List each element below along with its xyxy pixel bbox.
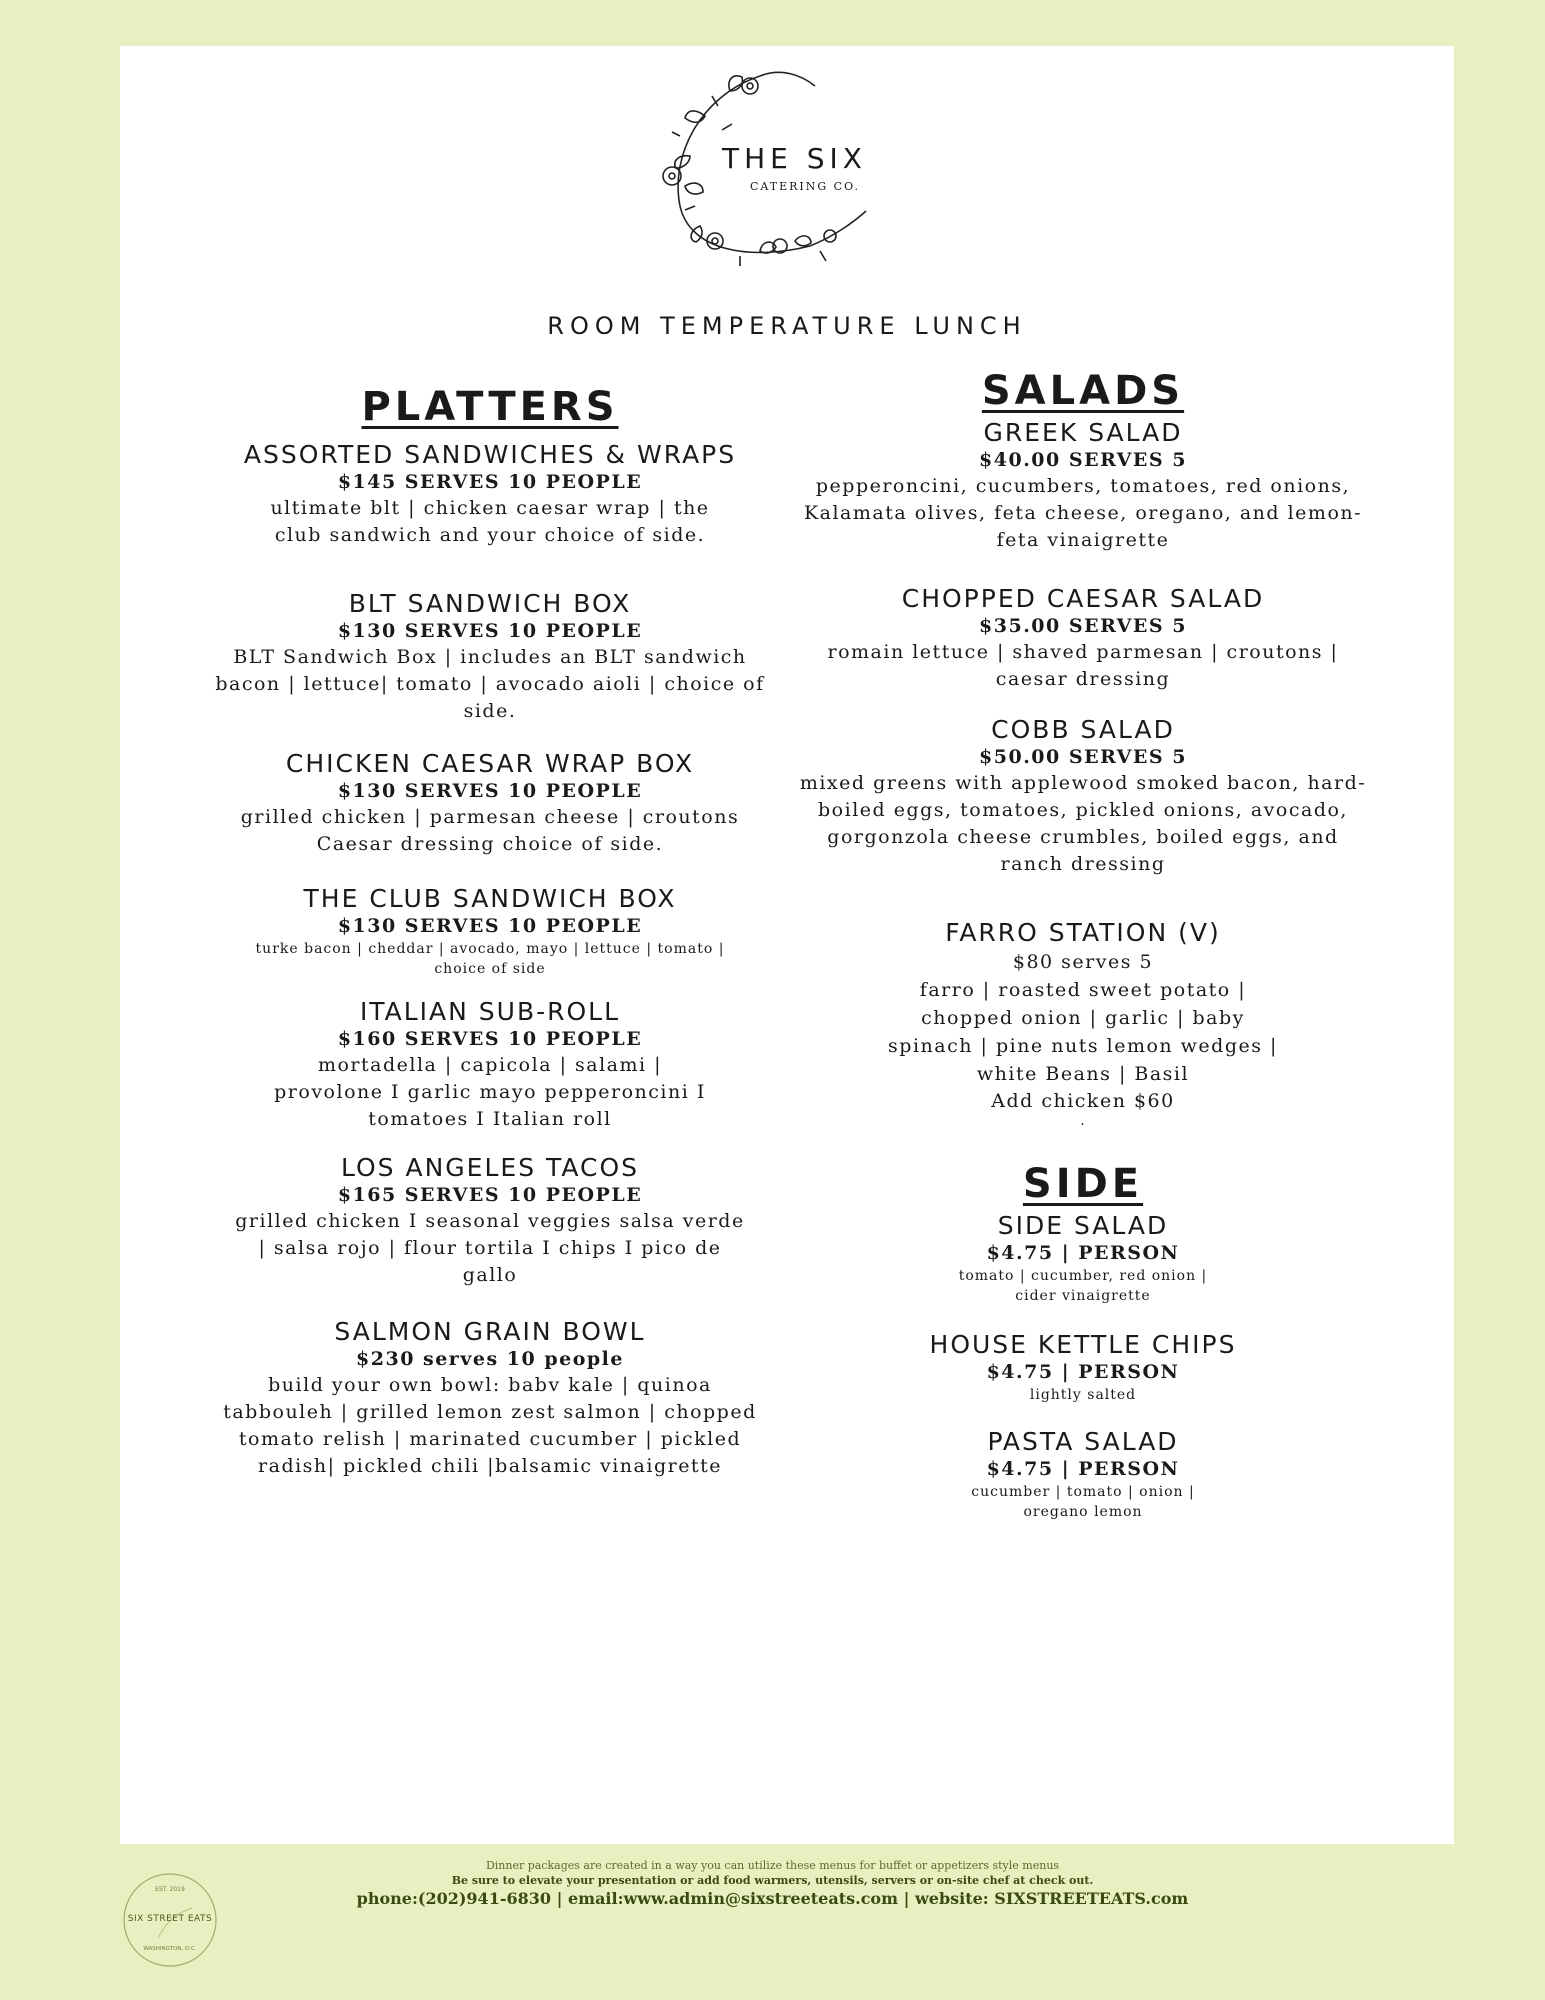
- item-price: $130 SERVES 10 PEOPLE: [337, 780, 643, 802]
- item-price: $165 SERVES 10 PEOPLE: [337, 1184, 643, 1206]
- item-name: HOUSE KETTLE CHIPS: [929, 1330, 1237, 1359]
- item-extra: Add chicken $60: [991, 1090, 1175, 1112]
- item-description: lightly salted: [1029, 1387, 1137, 1403]
- item-price: $40.00 SERVES 5: [979, 449, 1187, 471]
- menu-item: [788, 715, 1378, 878]
- item-price: $80 serves 5: [1012, 951, 1154, 973]
- footer-note-2: Be sure to elevate your presentation or add food warmers, utensils, servers or on-site chef at check out.: [451, 1874, 1094, 1887]
- item-name: CHICKEN CAESAR WRAP BOX: [285, 749, 695, 778]
- item-description: turke bacon | cheddar | avocado, mayo | lettuce | tomato | choice of side: [255, 941, 725, 977]
- item-price: $4.75 | PERSON: [986, 1361, 1180, 1383]
- badge-top-text: EST. 2019: [155, 1886, 185, 1893]
- badge-middle-text: SIX STREET EATS: [127, 1914, 213, 1924]
- platters-column: [210, 384, 770, 1480]
- footer: [0, 1859, 1545, 1908]
- menu-item: [210, 1317, 770, 1480]
- footer-contact: phone:(202)941-6830 | email:www.admin@sixstreeteats.com | website: SIXSTREETEATS.com: [356, 1889, 1189, 1908]
- item-price: $4.75 | PERSON: [986, 1242, 1180, 1264]
- item-name: BLT SANDWICH BOX: [348, 589, 632, 618]
- item-description: farro | roasted sweet potato | chopped onion | garlic | baby spinach | pine nuts lemon wedges | white Beans | Basil: [888, 979, 1278, 1085]
- item-name: PASTA SALAD: [987, 1427, 1179, 1456]
- menu-item: [210, 1153, 770, 1289]
- logo-subtitle: CATERING CO.: [750, 180, 860, 193]
- item-description: tomato | cucumber, red onion | cider vinaigrette: [958, 1268, 1208, 1304]
- item-name: THE CLUB SANDWICH BOX: [303, 884, 677, 913]
- item-description: grilled chicken I seasonal veggies salsa verde | salsa rojo | flour tortila I chips I pico de gallo: [235, 1210, 745, 1286]
- item-price: $50.00 SERVES 5: [979, 746, 1187, 768]
- salads-column: [788, 368, 1378, 1522]
- item-dot: .: [1080, 1113, 1086, 1129]
- footer-note-1: Dinner packages are created in a way you can utilize these menus for buffet or appetizers style menus: [485, 1859, 1060, 1872]
- menu-item: [788, 584, 1378, 693]
- item-price: $130 SERVES 10 PEOPLE: [337, 620, 643, 642]
- menu-item: [788, 1211, 1378, 1306]
- catering-logo: [610, 46, 940, 286]
- menu-item: [788, 1330, 1378, 1405]
- menu-page: [120, 46, 1454, 1844]
- item-description: grilled chicken | parmesan cheese | croutons Caesar dressing choice of side.: [240, 806, 740, 855]
- item-price: $145 SERVES 10 PEOPLE: [337, 471, 643, 493]
- item-name: ITALIAN SUB-ROLL: [359, 997, 621, 1026]
- item-description: pepperoncini, cucumbers, tomatoes, red onions, Kalamata olives, feta cheese, oregano, and lemon-feta vinaigrette: [803, 475, 1363, 551]
- item-price: $230 serves 10 people: [356, 1348, 624, 1370]
- page-heading: ROOM TEMPERATURE LUNCH: [547, 312, 1027, 340]
- menu-item: [788, 1427, 1378, 1522]
- item-description: cucumber | tomato | onion | oregano lemon: [971, 1484, 1195, 1520]
- item-name: FARRO STATION (V): [945, 918, 1221, 947]
- menu-item: [210, 997, 770, 1133]
- menu-item: [210, 440, 770, 549]
- menu-item: [788, 918, 1378, 1127]
- side-title: SIDE: [1022, 1161, 1144, 1207]
- side-section: [788, 1161, 1378, 1522]
- platters-title: PLATTERS: [361, 384, 619, 430]
- item-description: build your own bowl: babv kale | quinoa tabbouleh | grilled lemon zest salmon | chopped tomato relish | marinated cucumber | pickled radish| pickled chili |balsamic vinaigrette: [223, 1374, 757, 1477]
- item-name: ASSORTED SANDWICHES & WRAPS: [243, 440, 737, 469]
- item-description: romain lettuce | shaved parmesan | croutons | caesar dressing: [827, 641, 1339, 690]
- item-name: CHOPPED CAESAR SALAD: [901, 584, 1265, 613]
- item-description: ultimate blt | chicken caesar wrap | the club sandwich and your choice of side.: [270, 497, 710, 546]
- item-price: $35.00 SERVES 5: [979, 615, 1187, 637]
- item-price: $160 SERVES 10 PEOPLE: [337, 1028, 643, 1050]
- item-name: SALMON GRAIN BOWL: [334, 1317, 646, 1346]
- badge-bottom-text: WASHINGTON, D.C.: [143, 1946, 197, 1952]
- item-description: BLT Sandwich Box | includes an BLT sandwich bacon | lettuce| tomato | avocado aioli | choice of side.: [215, 646, 765, 722]
- menu-item: [210, 749, 770, 858]
- item-name: GREEK SALAD: [983, 418, 1183, 447]
- item-name: SIDE SALAD: [997, 1211, 1169, 1240]
- item-name: COBB SALAD: [991, 715, 1175, 744]
- salads-title: SALADS: [981, 368, 1185, 414]
- item-name: LOS ANGELES TACOS: [340, 1153, 640, 1182]
- menu-item: [210, 884, 770, 979]
- item-price: $4.75 | PERSON: [986, 1458, 1180, 1480]
- menu-item: [788, 418, 1378, 554]
- logo-title: THE SIX: [722, 142, 867, 175]
- menu-item: [210, 589, 770, 725]
- item-description: mixed greens with applewood smoked bacon, hard-boiled eggs, tomatoes, pickled onions, avocado, gorgonzola cheese crumbles, boiled eggs, and ranch dressing: [799, 772, 1367, 875]
- item-description: mortadella | capicola | salami | provolone I garlic mayo pepperoncini I tomatoes I Italian roll: [274, 1054, 706, 1130]
- item-price: $130 SERVES 10 PEOPLE: [337, 915, 643, 937]
